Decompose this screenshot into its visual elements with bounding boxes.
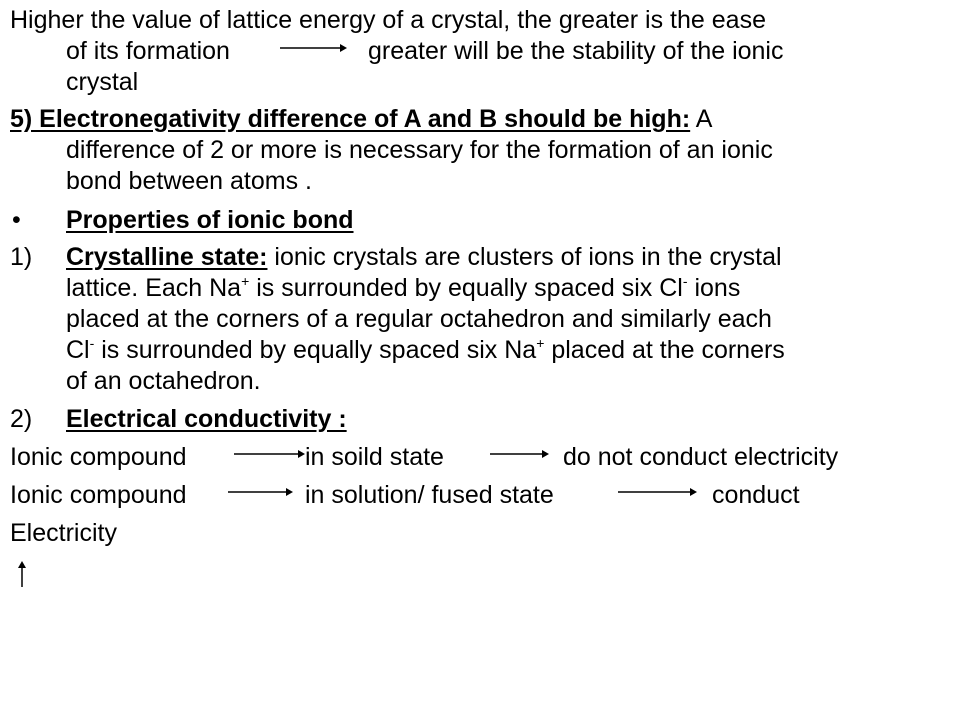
minus-superscript: - (682, 273, 688, 289)
plus-superscript: + (536, 335, 545, 351)
right-arrow-icon (280, 42, 348, 54)
para2-line3: bond between atoms . (66, 167, 312, 195)
row1-result: do not conduct electricity (563, 443, 839, 471)
para2-line2: difference of 2 or more is necessary for the formation of an ionic (66, 136, 773, 164)
item2-title: Electrical conductivity : (66, 405, 347, 433)
row1-state: in soild state (305, 443, 444, 471)
item1-l2a: lattice. Each Na (66, 274, 242, 302)
row2-subject: Ionic compound (10, 481, 187, 509)
para2-line1-rest: A (690, 105, 713, 133)
para1-line1: Higher the value of lattice energy of a crystal, the greater is the ease (10, 6, 766, 34)
para1-line3: crystal (66, 68, 139, 96)
item1-l4b: is surrounded by equally spaced six Na (94, 336, 537, 364)
para2-heading: 5) Electronegativity difference of A and B should be high: (10, 105, 691, 133)
row2-state: in solution/ fused state (305, 481, 554, 509)
para1-line2b: greater will be the stability of the ionic (368, 37, 784, 65)
plus-superscript: + (241, 273, 250, 289)
right-arrow-icon (490, 448, 550, 460)
para1-line2a: of its formation (66, 37, 230, 65)
right-arrow-icon (228, 486, 294, 498)
item1-line2 (66, 273, 740, 304)
right-arrow-icon (618, 486, 698, 498)
item2-number: 2) (10, 405, 33, 433)
minus-superscript: - (89, 335, 95, 351)
row3-text: Electricity (10, 519, 117, 547)
item1-number: 1) (10, 243, 33, 271)
item1-line4 (66, 335, 785, 366)
item1-line3: placed at the corners of a regular octahedron and similarly each (66, 305, 772, 333)
item1-l4a: Cl (66, 336, 90, 364)
item1-line1-rest: ionic crystals are clusters of ions in the crystal (267, 243, 782, 271)
item1-line5: of an octahedron. (66, 367, 261, 395)
right-arrow-icon (234, 448, 306, 460)
para2-line1 (10, 104, 712, 135)
section-title: Properties of ionic bond (66, 206, 354, 234)
item1-l4c: placed at the corners (544, 336, 785, 364)
row2-result: conduct (712, 481, 800, 509)
up-arrow-icon (16, 560, 28, 588)
item1-l2c: ions (687, 274, 741, 302)
row1-subject: Ionic compound (10, 443, 187, 471)
item1-line1 (66, 242, 782, 273)
item1-l2b: is surrounded by equally spaced six Cl (249, 274, 683, 302)
item1-title: Crystalline state: (66, 243, 268, 271)
bullet: • (12, 206, 21, 234)
